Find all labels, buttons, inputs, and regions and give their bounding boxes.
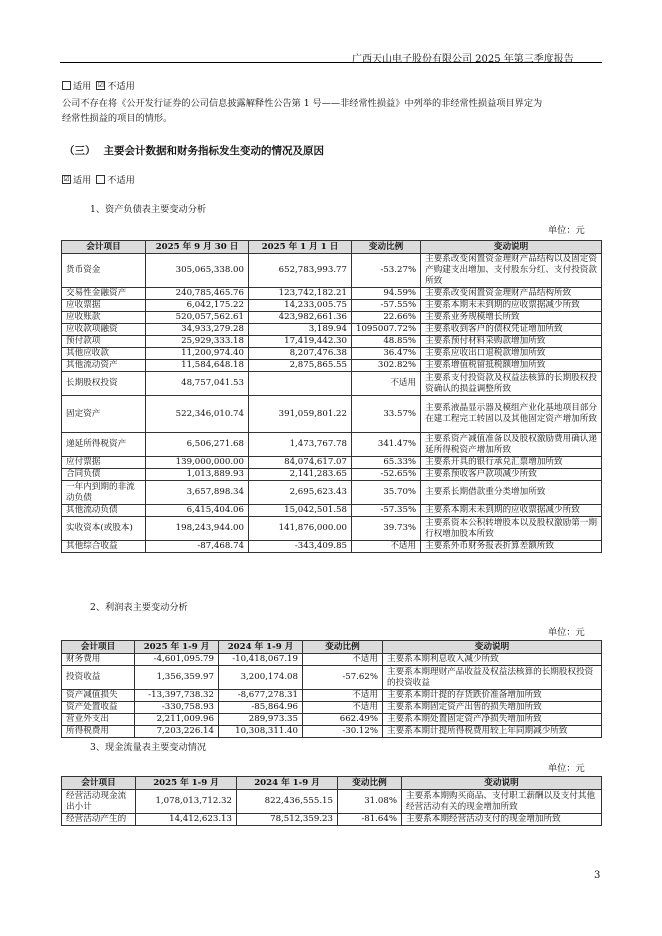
prior-value-cell: 1,473,767.78 [249, 433, 352, 457]
current-value-cell: 6,415,404.06 [146, 505, 249, 517]
explanation-cell: 主要系本期计提的存货跌价准备增加所致 [383, 690, 602, 702]
column-header: 2025 年 1 月 1 日 [249, 241, 352, 254]
column-header: 会计项目 [62, 241, 146, 254]
prior-value-cell: 822,436,555.15 [237, 790, 338, 814]
current-value-cell: 1,013,889.93 [146, 469, 249, 481]
column-header: 会计项目 [62, 777, 136, 790]
explanation-cell: 主要系本期利息收入减少所致 [383, 654, 602, 666]
current-value-cell: 2,211,009.96 [135, 714, 219, 726]
explanation-cell: 主要系资产减值准备以及股权激励费用确认递延所得税资产增加所致 [421, 433, 602, 457]
change-ratio-cell: 48.85% [352, 336, 421, 348]
table-row [62, 726, 602, 738]
prior-value-cell: 652,783,993.77 [249, 254, 352, 288]
column-header: 变动比例 [352, 241, 421, 254]
unit-label: 单位：元 [548, 225, 585, 236]
applicable-checkbox[interactable]: ☑ [63, 175, 70, 183]
explanation-cell: 主要系本期计提所得税费用较上年同期减少所致 [383, 726, 602, 738]
item-cell: 应收票据 [62, 300, 146, 312]
current-value-cell: 139,000,000.00 [146, 457, 249, 469]
item-cell: 一年内到期的非流动负债 [62, 481, 146, 505]
current-value-cell: 1,078,013,712.32 [136, 790, 237, 814]
item-cell: 递延所得税资产 [62, 433, 146, 457]
table-row [62, 714, 602, 726]
cash-flow-title: 3、现金流量表主要变动情况 [90, 742, 207, 753]
explanation-cell: 主要系改变闲置资金理财产品结构以及固定资产购建支出增加、支付股东分红、支付投资款所致 [421, 254, 602, 288]
table-row [62, 690, 602, 702]
unit-label: 单位：元 [548, 763, 585, 774]
explanation-cell: 主要系收到客户的债权凭证增加所致 [421, 324, 602, 336]
item-cell: 资产处置收益 [62, 702, 135, 714]
table-row [62, 348, 602, 360]
item-cell: 固定资产 [62, 396, 146, 433]
current-value-cell: -13,397,738.32 [135, 690, 219, 702]
explanation-cell: 主要系改变闲置资金理财产品结构所致 [421, 288, 602, 300]
current-value-cell: 34,933,279.28 [146, 324, 249, 336]
table-row [62, 288, 602, 300]
prior-value-cell: 2,695,623.43 [249, 481, 352, 505]
table-row [62, 433, 602, 457]
explanation-cell: 主要系外币财务报表折算差额所致 [421, 541, 602, 553]
item-cell: 投资收益 [62, 666, 135, 690]
explanation-cell: 主要系业务规模增长所致 [421, 312, 602, 324]
item-cell: 长期股权投资 [62, 372, 146, 396]
explanation-cell: 主要系应收出口退税款增加所致 [421, 348, 602, 360]
table-row [62, 396, 602, 433]
balance-sheet-title: 1、资产负债表主要变动分析 [90, 204, 207, 215]
prior-value-cell: 391,059,801.22 [249, 396, 352, 433]
item-cell: 财务费用 [62, 654, 135, 666]
prior-value-cell: 17,419,442.30 [249, 336, 352, 348]
table-row [62, 517, 602, 541]
prior-value-cell: 15,042,501.58 [249, 505, 352, 517]
header-divider [60, 62, 602, 63]
table-row [62, 360, 602, 372]
table-row [62, 790, 602, 814]
current-value-cell: 305,065,338.00 [146, 254, 249, 288]
explanation-cell: 主要系资本公积转增股本以及股权激励第一期行权增加股本所致 [421, 517, 602, 541]
item-cell: 合同负债 [62, 469, 146, 481]
current-value-cell: 14,412,623.13 [136, 814, 237, 826]
change-ratio-cell: 1095007.72% [352, 324, 421, 336]
item-cell: 资产减值损失 [62, 690, 135, 702]
explanation-cell: 主要系液晶显示器及模组产业化基地项目部分在建工程完工转固以及其他固定资产增加所致 [421, 396, 602, 433]
change-ratio-cell: 不适用 [303, 654, 383, 666]
prior-value-cell [249, 372, 352, 396]
item-cell: 经营活动现金流出小计 [62, 790, 136, 814]
item-cell: 应收账款 [62, 312, 146, 324]
change-ratio-cell: 不适用 [352, 372, 421, 396]
current-value-cell: 11,584,648.18 [146, 360, 249, 372]
prior-value-cell: 289,973.35 [219, 714, 303, 726]
table-row [62, 654, 602, 666]
current-value-cell: 48,757,041.53 [146, 372, 249, 396]
change-ratio-cell: 22.66% [352, 312, 421, 324]
table-row [62, 254, 602, 288]
current-value-cell: 520,057,562.61 [146, 312, 249, 324]
column-header: 2025 年 9 月 30 日 [146, 241, 249, 254]
column-header: 变动说明 [421, 241, 602, 254]
item-cell: 应付票据 [62, 457, 146, 469]
income-statement-table [61, 640, 602, 738]
not-applicable-checkbox[interactable]: ☑ [97, 81, 104, 89]
current-value-cell: 3,657,898.34 [146, 481, 249, 505]
prior-value-cell: 2,141,283.65 [249, 469, 352, 481]
table-row [62, 336, 602, 348]
explanation-cell: 主要系本期购买商品、支付职工薪酬以及支付其他经营活动有关的现金增加所致 [402, 790, 602, 814]
not-applicable-label: 不适用 [107, 81, 135, 92]
table-header-row [62, 641, 602, 654]
prior-value-cell: 123,742,182.21 [249, 288, 352, 300]
item-cell: 其他流动负债 [62, 505, 146, 517]
current-value-cell: 240,785,465.76 [146, 288, 249, 300]
table-row [62, 505, 602, 517]
change-ratio-cell: 341.47% [352, 433, 421, 457]
table-row [62, 541, 602, 553]
nonrecurring-options [62, 80, 135, 94]
change-ratio-cell: -53.27% [352, 254, 421, 288]
income-statement-title: 2、利润表主要变动分析 [90, 602, 188, 613]
table-row [62, 481, 602, 505]
item-cell: 其他综合收益 [62, 541, 146, 553]
column-header: 变动比例 [338, 777, 402, 790]
column-header: 变动说明 [402, 777, 602, 790]
current-value-cell: 198,243,944.00 [146, 517, 249, 541]
current-value-cell: 6,506,271.68 [146, 433, 249, 457]
applicable-label: 适用 [73, 81, 92, 92]
item-cell: 实收资本(或股本) [62, 517, 146, 541]
explanation-cell: 主要系本期经营活动支付的现金增加所致 [402, 814, 602, 826]
explanation-cell: 主要系支付投资款及权益法核算的长期股权投资确认的损益调整所致 [421, 372, 602, 396]
item-cell: 其他应收款 [62, 348, 146, 360]
applicable-label: 适用 [73, 175, 92, 186]
column-header: 会计项目 [62, 641, 135, 654]
current-value-cell: 11,200,974.40 [146, 348, 249, 360]
balance-sheet-table [61, 240, 602, 553]
current-value-cell: 1,356,359.97 [135, 666, 219, 690]
prior-value-cell: 10,308,311.40 [219, 726, 303, 738]
prior-value-cell: 78,512,359.23 [237, 814, 338, 826]
prior-value-cell: 14,233,005.75 [249, 300, 352, 312]
change-ratio-cell: 不适用 [303, 702, 383, 714]
explanation-cell: 主要系长期借款重分类增加所致 [421, 481, 602, 505]
item-cell: 预付款项 [62, 336, 146, 348]
explanation-cell: 主要系增值税留抵税额增加所致 [421, 360, 602, 372]
change-ratio-cell: 不适用 [303, 690, 383, 702]
item-cell: 应收款项融资 [62, 324, 146, 336]
change-ratio-cell: 662.49% [303, 714, 383, 726]
explanation-cell: 主要系开具的银行承兑汇票增加所致 [421, 457, 602, 469]
change-ratio-cell: -52.65% [352, 469, 421, 481]
prior-value-cell: 141,876,000.00 [249, 517, 352, 541]
column-header: 变动说明 [383, 641, 602, 654]
change-ratio-cell: 302.82% [352, 360, 421, 372]
change-ratio-cell: 65.33% [352, 457, 421, 469]
change-ratio-cell: -57.55% [352, 300, 421, 312]
section-heading: （三） 主要会计数据和财务指标发生变动的情况及原因 [64, 145, 324, 157]
section3-options [62, 174, 135, 188]
change-ratio-cell: -30.12% [303, 726, 383, 738]
page-number: 3 [594, 870, 601, 881]
table-row [62, 469, 602, 481]
prior-value-cell: 8,207,476.38 [249, 348, 352, 360]
table-row [62, 324, 602, 336]
prior-value-cell: -85,864.96 [219, 702, 303, 714]
prior-value-cell: 2,875,865.55 [249, 360, 352, 372]
prior-value-cell: -8,677,278.31 [219, 690, 303, 702]
item-cell: 营业外支出 [62, 714, 135, 726]
cash-flow-table [61, 776, 602, 826]
item-cell: 经营活动产生的 [62, 814, 136, 826]
column-header: 2025 年 1-9 月 [136, 777, 237, 790]
prior-value-cell: 84,074,617.07 [249, 457, 352, 469]
current-value-cell: -330,758.93 [135, 702, 219, 714]
change-ratio-cell: 35.70% [352, 481, 421, 505]
explanation-cell: 主要系本期末未到期的应收票据减少所致 [421, 300, 602, 312]
nonrecurring-statement: 公司不存在将《公开发行证券的公司信息披露解释性公告第 1 号——非经常性损益》中列举的非经常性损益项目界定为 经常性损益的项目的情形。 [62, 98, 543, 124]
change-ratio-cell: -81.64% [338, 814, 402, 826]
item-cell: 所得税费用 [62, 726, 135, 738]
explanation-cell: 主要系预付材料采购款增加所致 [421, 336, 602, 348]
prior-value-cell: -10,418,067.19 [219, 654, 303, 666]
column-header: 变动比例 [303, 641, 383, 654]
prior-value-cell: 423,982,661.36 [249, 312, 352, 324]
change-ratio-cell: -57.62% [303, 666, 383, 690]
prior-value-cell: -343,409.85 [249, 541, 352, 553]
table-header-row [62, 777, 602, 790]
table-row [62, 702, 602, 714]
table-row [62, 372, 602, 396]
unit-label: 单位：元 [548, 627, 585, 638]
current-value-cell: 522,346,010.74 [146, 396, 249, 433]
change-ratio-cell: 不适用 [352, 541, 421, 553]
not-applicable-label: 不适用 [107, 175, 135, 186]
not-applicable-checkbox[interactable] [96, 175, 105, 184]
item-cell: 其他流动资产 [62, 360, 146, 372]
table-row [62, 814, 602, 826]
column-header: 2024 年 1-9 月 [219, 641, 303, 654]
current-value-cell: 7,203,226.14 [135, 726, 219, 738]
column-header: 2025 年 1-9 月 [135, 641, 219, 654]
table-row [62, 312, 602, 324]
explanation-cell: 主要系预收客户款项减少所致 [421, 469, 602, 481]
change-ratio-cell: 39.73% [352, 517, 421, 541]
explanation-cell: 主要系本期理财产品收益及权益法核算的长期股权投资的投资收益 [383, 666, 602, 690]
applicable-checkbox[interactable] [62, 81, 71, 90]
current-value-cell: -4,601,095.79 [135, 654, 219, 666]
prior-value-cell: 3,189.94 [249, 324, 352, 336]
item-cell: 交易性金融资产 [62, 288, 146, 300]
change-ratio-cell: -57.35% [352, 505, 421, 517]
explanation-cell: 主要系本期末未到期的应收票据减少所致 [421, 505, 602, 517]
change-ratio-cell: 33.57% [352, 396, 421, 433]
change-ratio-cell: 36.47% [352, 348, 421, 360]
current-value-cell: 6,042,175.22 [146, 300, 249, 312]
report-header-title: 广西天山电子股份有限公司 2025 年第三季度报告 [352, 54, 574, 65]
prior-value-cell: 3,200,174.08 [219, 666, 303, 690]
column-header: 2024 年 1-9 月 [237, 777, 338, 790]
table-header-row [62, 241, 602, 254]
table-row [62, 666, 602, 690]
table-row [62, 457, 602, 469]
table-row [62, 300, 602, 312]
change-ratio-cell: 31.08% [338, 790, 402, 814]
explanation-cell: 主要系本期固定资产出售的损失增加所致 [383, 702, 602, 714]
change-ratio-cell: 94.59% [352, 288, 421, 300]
current-value-cell: 25,929,333.18 [146, 336, 249, 348]
explanation-cell: 主要系本期处置固定资产净损失增加所致 [383, 714, 602, 726]
item-cell: 货币资金 [62, 254, 146, 288]
current-value-cell: -87,468.74 [146, 541, 249, 553]
